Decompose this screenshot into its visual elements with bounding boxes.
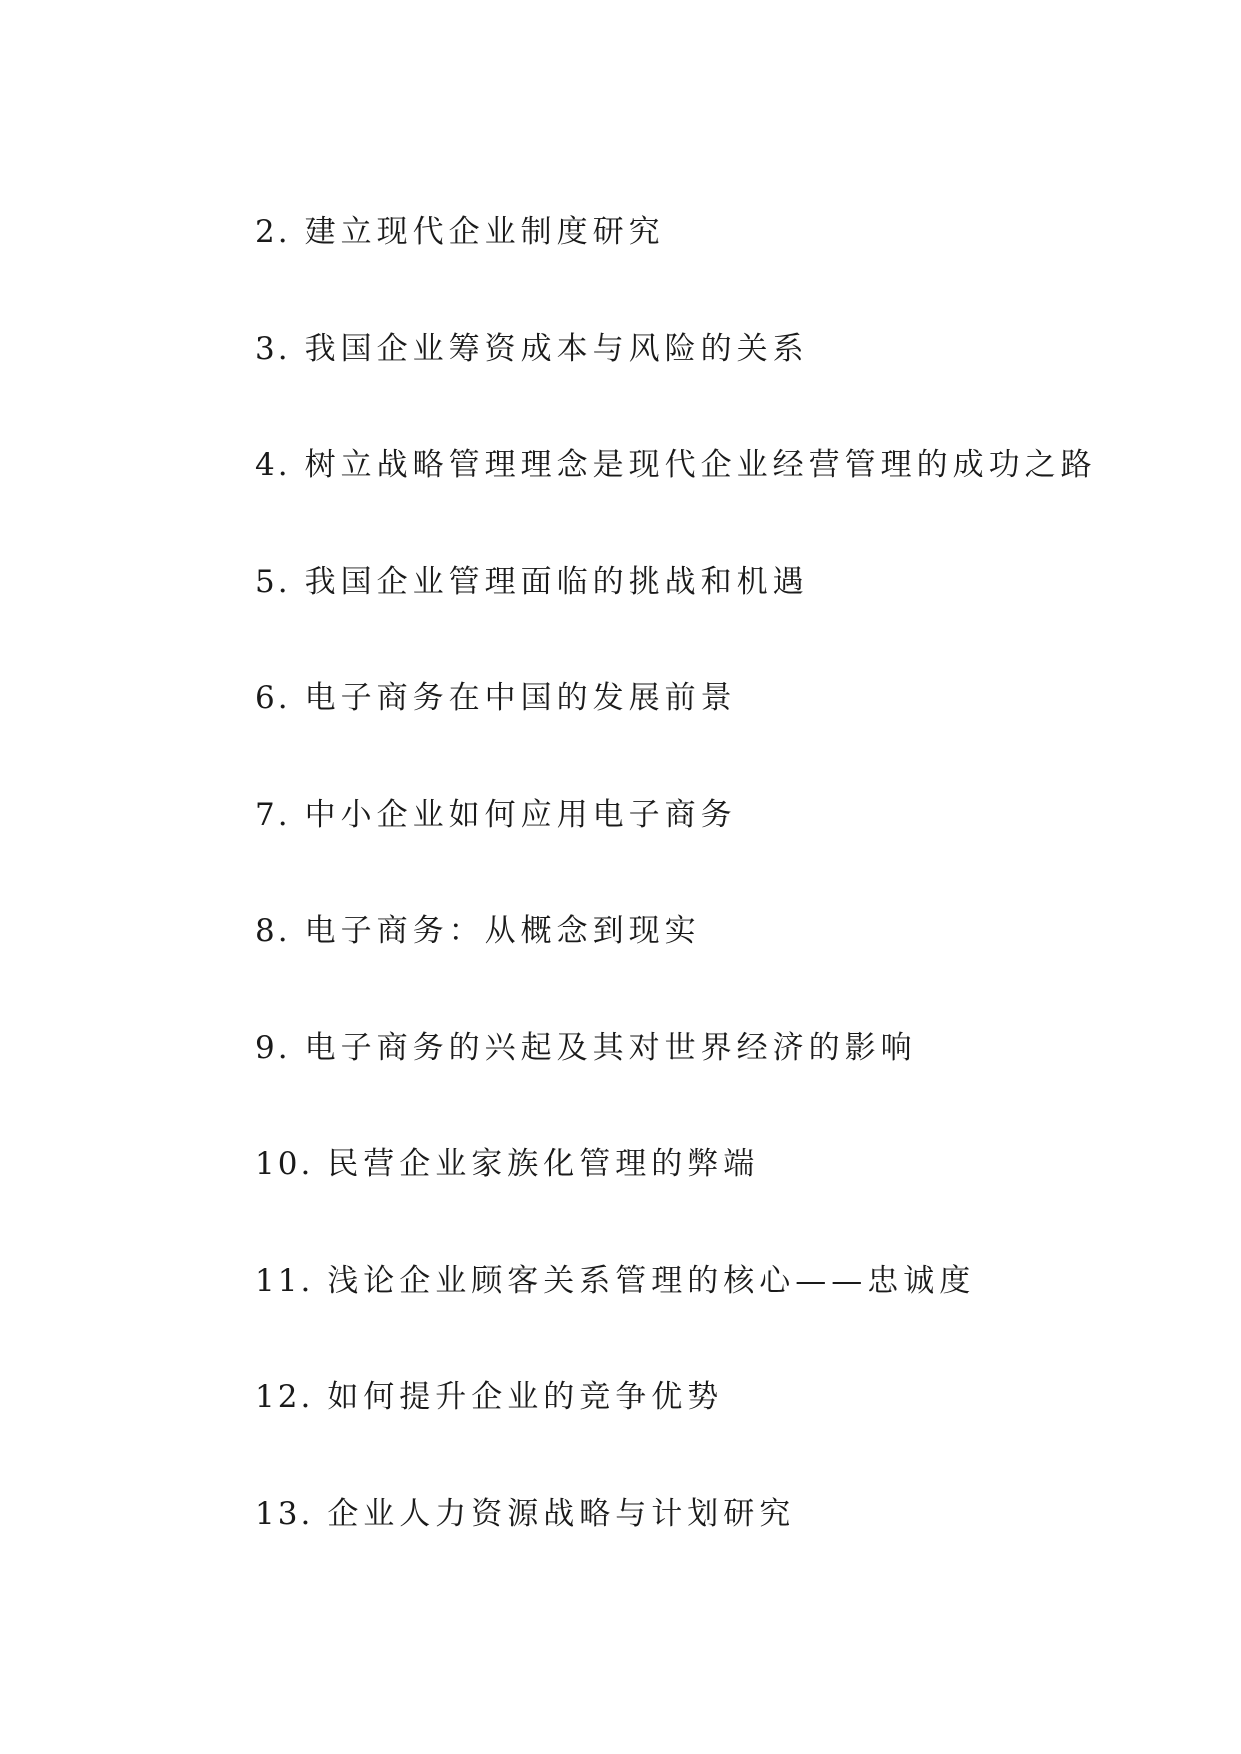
item-number: 9. [255, 1029, 291, 1066]
item-text: 树立战略管理理念是现代企业经营管理的成功之路 [304, 447, 1097, 483]
item-text: 民营企业家族化管理的弊端 [327, 1146, 760, 1182]
item-text: 电子商务的兴起及其对世界经济的影响 [304, 1029, 917, 1066]
list-item [255, 1263, 1155, 1380]
item-number: 7. [255, 796, 291, 833]
item-text: 建立现代企业制度研究 [304, 214, 665, 250]
item-text: 如何提升企业的竞争优势 [327, 1379, 724, 1415]
item-text: 我国企业管理面临的挑战和机遇 [304, 563, 809, 600]
list-item [255, 214, 1155, 331]
list-item [255, 797, 1155, 914]
item-number: 8. [255, 913, 291, 949]
item-number: 4. [255, 447, 291, 483]
item-number: 2. [255, 214, 291, 250]
list-item [255, 1030, 1155, 1147]
list-item [255, 1146, 1155, 1263]
item-text: 我国企业筹资成本与风险的关系 [304, 330, 809, 367]
list-item [255, 564, 1155, 681]
item-number: 3. [255, 330, 291, 367]
list-item [255, 447, 1155, 564]
list-item [255, 913, 1155, 1030]
item-number: 12. [255, 1379, 314, 1415]
item-number: 10. [255, 1146, 314, 1182]
list-item [255, 680, 1155, 797]
item-number: 13. [255, 1495, 314, 1532]
topic-list [255, 214, 1155, 1612]
item-text: 中小企业如何应用电子商务 [304, 796, 737, 833]
item-text: 电子商务：从概念到现实 [304, 913, 701, 949]
item-number: 5. [255, 563, 291, 600]
list-item [255, 331, 1155, 448]
item-number: 11. [255, 1262, 314, 1299]
item-number: 6. [255, 680, 291, 716]
item-text: 浅论企业顾客关系管理的核心——忠诚度 [327, 1262, 976, 1299]
list-item [255, 1379, 1155, 1496]
item-text: 电子商务在中国的发展前景 [304, 680, 737, 716]
item-text: 企业人力资源战略与计划研究 [327, 1495, 796, 1532]
list-item [255, 1496, 1155, 1613]
